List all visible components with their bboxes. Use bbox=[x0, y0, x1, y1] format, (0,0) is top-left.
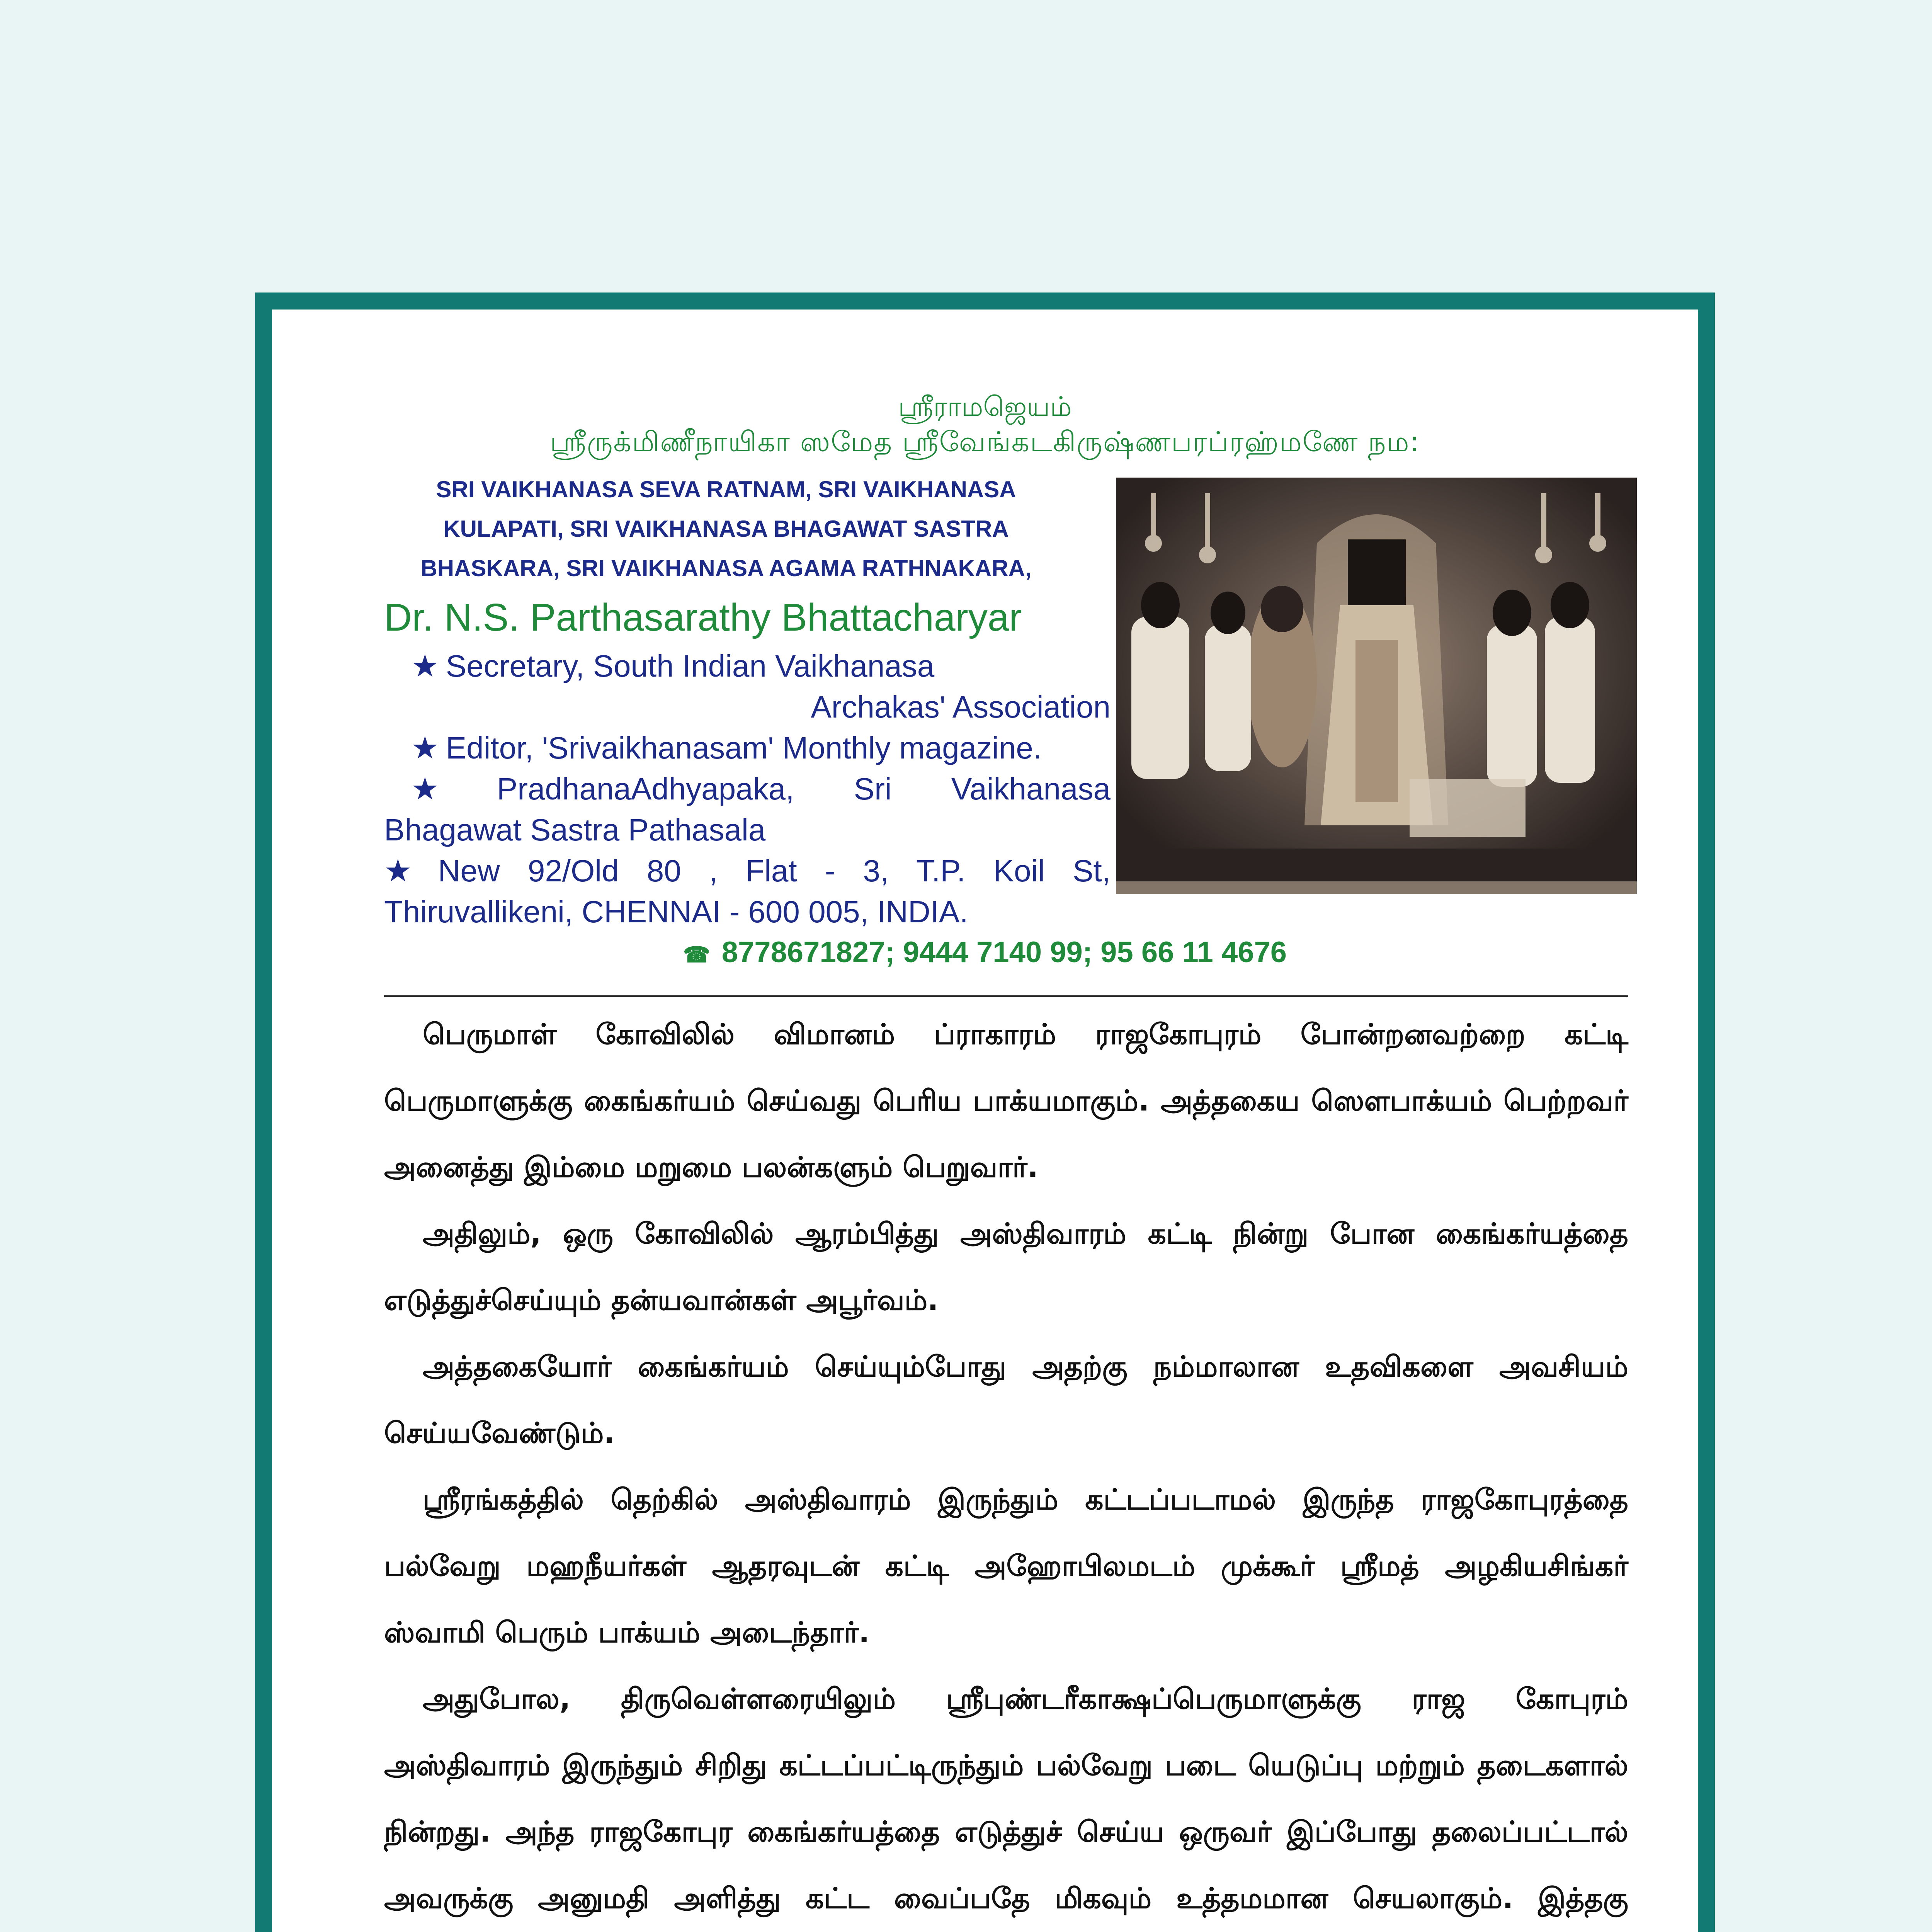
title-line: BHASKARA, SRI VAIKHANASA AGAMA RATHNAKARA, bbox=[420, 555, 1032, 581]
phone-icon: ☎ bbox=[683, 942, 710, 967]
honorific-titles bbox=[384, 470, 1068, 588]
star-icon: ★ bbox=[411, 731, 439, 765]
divider bbox=[384, 995, 1628, 997]
credential-secretary-cont: Archakas' Association bbox=[811, 690, 1111, 724]
content-frame bbox=[255, 293, 1715, 1932]
title-line: KULAPATI, SRI VAIKHANASA BHAGAWAT SASTRA bbox=[443, 516, 1009, 542]
star-icon: ★ bbox=[411, 649, 439, 683]
credential-pradhana: ★ PradhanaAdhyapaka, Sri Vaikhanasa bbox=[411, 772, 1111, 806]
temple-deity-photo bbox=[1116, 478, 1637, 894]
phone-line bbox=[272, 935, 1698, 969]
title-line: SRI VAIKHANASA SEVA RATNAM, SRI VAIKHANASA bbox=[436, 476, 1016, 502]
paragraph: ஸ்ரீரங்கத்தில் தெற்கில் அஸ்திவாரம் இருந்தும் கட்டப்படாமல் இருந்த ராஜகோபுரத்தை பல்வேறு மஹநீயர்கள் ஆதரவுடன் கட்டி அஹோபிலமடம் முக்கூர் ஸ்ரீமத் அழகியசிங்கர் ஸ்வாமி பெரும் பாக்யம் அடைந்தார். bbox=[384, 1483, 1628, 1649]
phone-numbers: 8778671827; 9444 7140 99; 95 66 11 4676 bbox=[721, 936, 1287, 969]
star-icon: ★ bbox=[411, 772, 490, 806]
deity-illustration bbox=[1116, 478, 1637, 894]
paragraph: அதிலும், ஒரு கோவிலில் ஆரம்பித்து அஸ்திவாரம் கட்டி நின்று போன கைங்கர்யத்தை எடுத்துச்செய்யும் தன்யவான்கள் அபூர்வம். bbox=[384, 1217, 1628, 1317]
paragraph: அத்தகையோர் கைங்கர்யம் செய்யும்போது அதற்கு நம்மாலான உதவிகளை அவசியம் செய்யவேண்டும். bbox=[384, 1350, 1628, 1450]
address-line-2: Thiruvallikeni, CHENNAI - 600 005, INDIA. bbox=[384, 895, 968, 929]
star-icon: ★ bbox=[384, 854, 431, 888]
credential-secretary: ★ Secretary, South Indian Vaikhanasa bbox=[411, 649, 935, 683]
author-name: Dr. N.S. Parthasarathy Bhattacharyar bbox=[384, 596, 1022, 639]
paragraph: பெருமாள் கோவிலில் விமானம் ப்ராகாரம் ராஜகோபுரம் போன்றனவற்றை கட்டி பெருமாளுக்கு கைங்கர்யம் செய்வது பெரிய பாக்யமாகும். அத்தகைய ஸௌபாக்யம் பெற்றவர் அனைத்து இம்மை மறுமை பலன்களும் பெறுவார். bbox=[384, 1018, 1628, 1184]
invocation-line-2: ஸ்ரீருக்மிணீநாயிகா ஸமேத ஸ்ரீவேங்கடகிருஷ்ணபரப்ரஹ்மணே நம: bbox=[550, 425, 1420, 458]
content-panel bbox=[272, 310, 1698, 1932]
article-body bbox=[384, 1001, 1628, 1932]
invocation-line-1: ஸ்ரீராமஜெயம் bbox=[898, 391, 1072, 422]
credential-editor: ★ Editor, 'Srivaikhanasam' Monthly magazine. bbox=[411, 731, 1042, 765]
address-line-1: ★ New 92/Old 80 , Flat - 3, T.P. Koil St, bbox=[384, 854, 1111, 888]
credential-pradhana-cont: Bhagawat Sastra Pathasala bbox=[384, 813, 766, 847]
paragraph: அதுபோல, திருவெள்ளரையிலும் ஸ்ரீபுண்டரீகாக்ஷப்பெருமாளுக்கு ராஜ கோபுரம் அஸ்திவாரம் இருந்தும் சிறிது கட்டப்பட்டிருந்தும் பல்வேறு படை யெடுப்பு மற்றும் தடைகளால் நின்றது. அந்த ராஜகோபுர கைங்கர்யத்தை எடுத்துச் செய்ய ஒருவர் இப்போது தலைப்பட்டால் அவருக்கு அனுமதி அளித்து கட்ட வைப்பதே மிகவும் உத்தமமான செயலாகும். இத்தகு bbox=[384, 1682, 1628, 1915]
